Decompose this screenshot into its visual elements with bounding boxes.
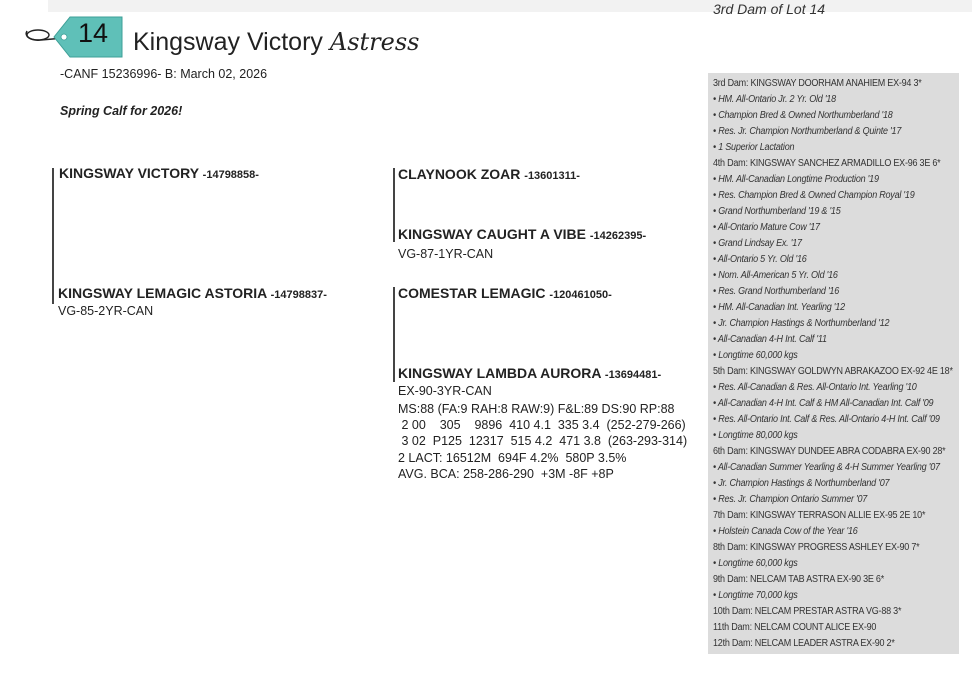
record-line: 2 LACT: 16512M 694F 4.2% 580P 3.5% <box>398 450 627 465</box>
history-dam-entry: 3rd Dam: KINGSWAY DOORHAM ANAHIEM EX-94 3* <box>713 78 922 89</box>
history-achievement: • Jr. Champion Hastings & Northumberland '12 <box>713 318 890 329</box>
record-line: AVG. BCA: 258-286-290 +3M -8F +8P <box>398 466 614 481</box>
history-achievement: • All-Canadian 4-H Int. Calf & HM All-Canadian Int. Calf '09 <box>713 398 934 409</box>
history-dam-entry: 11th Dam: NELCAM COUNT ALICE EX-90 <box>713 622 877 633</box>
dam-dam-reg: -13694481- <box>604 369 662 381</box>
history-achievement: • All-Ontario Mature Cow '17 <box>713 222 820 233</box>
history-achievement: • Res. Jr. Champion Northumberland & Quinte '17 <box>713 126 902 137</box>
history-achievement: • All-Canadian Summer Yearling & 4-H Summer Yearling '07 <box>713 462 940 473</box>
dam-reg: -14798837- <box>270 289 327 301</box>
lot-title <box>133 28 419 57</box>
sire <box>59 165 259 181</box>
sire-dam-reg: -14262395- <box>589 230 647 242</box>
sire-dam-classification: VG-87-1YR-CAN <box>398 247 494 261</box>
dam-dam-classification: EX-90-3YR-CAN <box>398 384 492 398</box>
dam-sire-reg: -120461050- <box>549 289 612 301</box>
header-note: 3rd Dam of Lot 14 <box>713 1 826 17</box>
dam-classification: VG-85-2YR-CAN <box>58 304 154 318</box>
history-achievement: • Res. All-Ontario Int. Calf & Res. All-Ontario 4-H Int. Calf '09 <box>713 414 940 425</box>
lot-name-suffix: Astress <box>329 28 420 56</box>
sire-bracket <box>52 168 54 304</box>
history-achievement: • Holstein Canada Cow of the Year '16 <box>713 526 858 537</box>
lot-name: Kingsway Victory <box>133 28 323 56</box>
lot-number: 14 <box>77 18 109 48</box>
sire-dam <box>398 226 646 242</box>
sire-name: KINGSWAY VICTORY <box>59 165 199 181</box>
history-achievement: • Nom. All-American 5 Yr. Old '16 <box>713 270 838 281</box>
history-achievement: • HM. All-Canadian Int. Yearling '12 <box>713 302 845 313</box>
sire-sire-name: CLAYNOOK ZOAR <box>398 166 521 182</box>
history-achievement: • Jr. Champion Hastings & Northumberland '07 <box>713 478 890 489</box>
history-dam-entry: 10th Dam: NELCAM PRESTAR ASTRA VG-88 3* <box>713 606 902 617</box>
dam-dam-name: KINGSWAY LAMBDA AURORA <box>398 365 602 381</box>
sire-parents-bracket <box>393 168 395 242</box>
record-line: MS:88 (FA:9 RAH:8 RAW:9) F&L:89 DS:90 RP:88 <box>398 402 675 416</box>
history-dam-entry: 9th Dam: NELCAM TAB ASTRA EX-90 3E 6* <box>713 574 885 585</box>
history-achievement: • 1 Superior Lactation <box>713 142 795 153</box>
record-line: 2 00 305 9896 410 4.1 335 3.4 (252-279-266) <box>398 418 686 433</box>
dam-parents-bracket <box>393 287 395 382</box>
history-dam-entry: 6th Dam: KINGSWAY DUNDEE ABRA CODABRA EX-90 28* <box>713 446 946 457</box>
history-dam-entry: 7th Dam: KINGSWAY TERRASON ALLIE EX-95 2E 10* <box>713 510 926 521</box>
sire-sire <box>398 166 580 182</box>
history-achievement: • Longtime 70,000 kgs <box>713 590 798 601</box>
history-achievement: • HM. All-Canadian Longtime Production '19 <box>713 174 879 185</box>
dam-dam-records <box>398 401 687 482</box>
record-line: 3 02 P125 12317 515 4.2 471 3.8 (263-293-314) <box>398 434 688 449</box>
history-achievement: • HM. All-Ontario Jr. 2 Yr. Old '18 <box>713 94 836 105</box>
history-achievement: • Grand Lindsay Ex. '17 <box>713 238 802 249</box>
sire-reg: -14798858- <box>202 169 259 181</box>
history-achievement: • Longtime 80,000 kgs <box>713 430 798 441</box>
history-achievement: • All-Canadian 4-H Int. Calf '11 <box>713 334 827 345</box>
history-achievement: • Longtime 60,000 kgs <box>713 350 798 361</box>
history-achievement: • Res. Champion Bred & Owned Champion Royal '19 <box>713 190 915 201</box>
lot-registration: -CANF 15236996- B: March 02, 2026 <box>60 67 268 81</box>
history-achievement: • Grand Northumberland '19 & '15 <box>713 206 841 217</box>
top-band <box>48 0 972 12</box>
dam-history-list <box>708 73 959 652</box>
dam-name: KINGSWAY LEMAGIC ASTORIA <box>58 285 267 301</box>
sire-dam-name: KINGSWAY CAUGHT A VIBE <box>398 226 586 242</box>
history-achievement: • All-Ontario 5 Yr. Old '16 <box>713 254 807 265</box>
history-dam-entry: 12th Dam: NELCAM LEADER ASTRA EX-90 2* <box>713 638 895 649</box>
dam <box>58 285 327 301</box>
history-achievement: • Res. Jr. Champion Ontario Summer '07 <box>713 494 868 505</box>
dam-sire <box>398 285 612 301</box>
history-achievement: • Res. All-Canadian & Res. All-Ontario Int. Yearling '10 <box>713 382 917 393</box>
lot-note: Spring Calf for 2026! <box>60 104 183 118</box>
history-achievement: • Champion Bred & Owned Northumberland '18 <box>713 110 893 121</box>
dam-history-panel <box>708 73 959 654</box>
history-dam-entry: 4th Dam: KINGSWAY SANCHEZ ARMADILLO EX-96 3E 6* <box>713 158 941 169</box>
sire-sire-reg: -13601311- <box>524 170 580 182</box>
history-achievement: • Res. Grand Northumberland '16 <box>713 286 840 297</box>
history-dam-entry: 5th Dam: KINGSWAY GOLDWYN ABRAKAZOO EX-92 4E 18* <box>713 366 953 377</box>
history-achievement: • Longtime 60,000 kgs <box>713 558 798 569</box>
history-dam-entry: 8th Dam: KINGSWAY PROGRESS ASHLEY EX-90 7* <box>713 542 920 553</box>
dam-dam <box>398 365 661 381</box>
dam-sire-name: COMESTAR LEMAGIC <box>398 285 546 301</box>
